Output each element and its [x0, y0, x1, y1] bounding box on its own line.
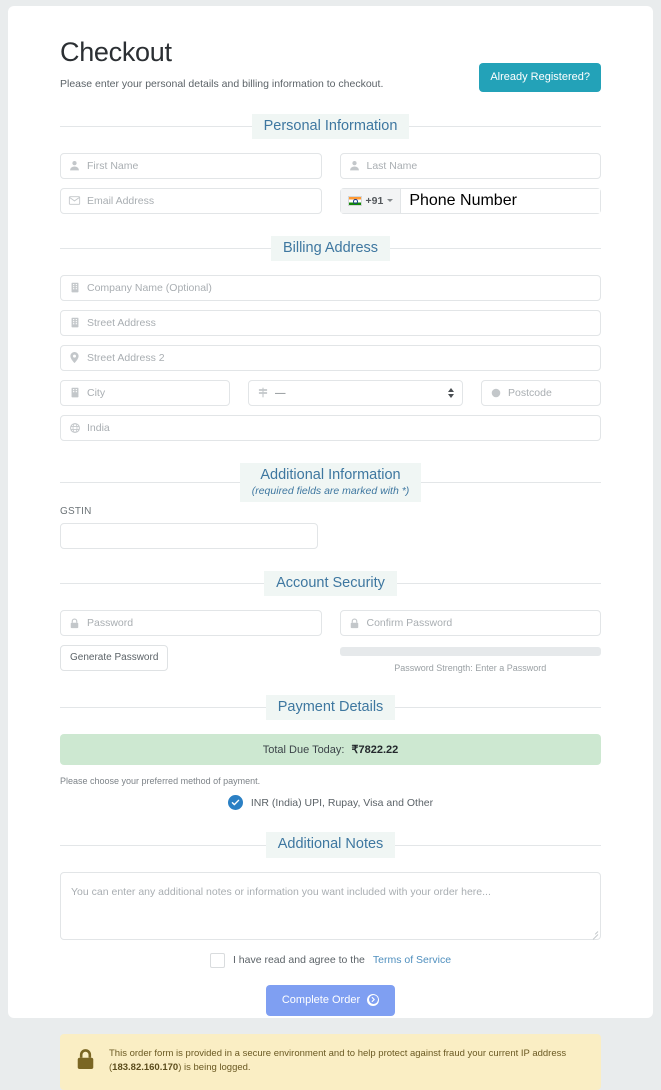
state-select[interactable] — [248, 380, 463, 406]
map-pin-icon — [69, 352, 80, 363]
password-row — [60, 610, 601, 636]
section-header-additional-information — [60, 463, 601, 502]
country-select[interactable] — [60, 415, 601, 441]
street-address-placeholder: Street Address — [87, 316, 156, 329]
divider-line-right — [390, 248, 601, 249]
payment-option-label: INR (India) UPI, Rupay, Visa and Other — [250, 796, 434, 809]
total-due-banner — [60, 734, 601, 765]
country-code-selector[interactable] — [341, 189, 402, 213]
envelope-icon — [69, 195, 80, 206]
select-spinner-icon — [448, 388, 454, 398]
street2-row — [60, 345, 601, 371]
last-name-input[interactable] — [340, 153, 602, 179]
lock-icon — [76, 1047, 95, 1076]
country-row — [60, 415, 601, 441]
street-row — [60, 310, 601, 336]
additional-notes-textarea[interactable] — [60, 872, 601, 940]
company-name-input[interactable] — [60, 275, 601, 301]
password-input[interactable] — [60, 610, 322, 636]
section-label-wrap — [252, 114, 410, 139]
first-name-placeholder: First Name — [87, 159, 139, 172]
country-dial-code: +91 — [365, 194, 384, 207]
gstin-label: GSTIN — [60, 506, 92, 518]
last-name-placeholder: Last Name — [366, 159, 418, 172]
divider-line-left — [60, 248, 271, 249]
section-header-personal-information — [60, 114, 601, 139]
divider-line-left — [60, 583, 264, 584]
street-address-input[interactable] — [60, 310, 601, 336]
payment-method-note: Please choose your preferred method of payment. — [60, 776, 261, 787]
postcode-placeholder: Postcode — [508, 386, 552, 399]
city-icon — [69, 387, 80, 398]
divider-line-left — [60, 845, 266, 846]
first-name-input[interactable] — [60, 153, 322, 179]
header-row — [60, 70, 601, 92]
section-label-wrap — [266, 695, 396, 720]
state-selected-value: — — [275, 386, 286, 399]
lock-icon — [69, 618, 80, 629]
checkout-card — [8, 6, 653, 1074]
building-icon — [69, 282, 80, 293]
submit-row — [60, 985, 601, 1016]
section-header-additional-notes — [60, 832, 601, 857]
divider-line-left — [60, 707, 266, 708]
section-title: Personal Information — [263, 117, 398, 134]
section-label-wrap — [264, 571, 397, 596]
resize-handle-icon[interactable] — [590, 929, 598, 937]
terms-agreement-row — [60, 953, 601, 968]
additional-notes-placeholder: You can enter any additional notes or information you want included with your order here... — [71, 885, 491, 898]
ip-address-value: 183.82.160.170 — [112, 1062, 179, 1074]
password-placeholder: Password — [87, 617, 134, 630]
lock-icon — [349, 618, 360, 629]
password-strength-text: Password Strength: Enter a Password — [394, 663, 547, 674]
city-input[interactable] — [60, 380, 230, 406]
required-fields-note: (required fields are marked with *) — [251, 485, 410, 498]
signpost-icon — [257, 387, 268, 398]
country-value: India — [87, 421, 110, 434]
terms-text: I have read and agree to the — [232, 954, 365, 967]
section-title: Account Security — [276, 575, 385, 592]
street-address-2-placeholder: Street Address 2 — [87, 351, 165, 364]
already-registered-button[interactable]: Already Registered? — [479, 63, 601, 92]
secure-notice-text-after: ) is being logged. — [178, 1062, 251, 1074]
gstin-group — [60, 506, 601, 549]
section-title: Payment Details — [277, 699, 384, 716]
globe-icon — [69, 422, 80, 433]
section-title: Billing Address — [282, 239, 379, 256]
city-state-postcode-row — [60, 380, 601, 406]
section-title: Additional Notes — [277, 836, 384, 853]
india-flag-icon — [348, 196, 362, 206]
user-icon — [349, 160, 360, 171]
street-address-2-input[interactable] — [60, 345, 601, 371]
company-row — [60, 275, 601, 301]
section-header-account-security — [60, 571, 601, 596]
secure-notice-text-before: This order form is provided in a secure environment and to help protect against fraud your current IP address ( — [109, 1047, 567, 1074]
total-due-amount: ₹7822.22 — [351, 744, 399, 757]
phone-input-group[interactable] — [340, 188, 602, 214]
divider-line-left — [60, 126, 252, 127]
page-subtitle: Please enter your personal details and billing information to checkout. — [60, 77, 384, 90]
divider-line-right — [409, 126, 601, 127]
terms-of-service-link[interactable]: Terms of Service — [372, 954, 452, 967]
chevron-down-icon — [387, 199, 393, 202]
section-label-wrap — [240, 463, 422, 502]
password-strength-group — [340, 645, 602, 673]
complete-order-label: Complete Order — [281, 993, 361, 1006]
postcode-input[interactable] — [481, 380, 601, 406]
arrow-right-icon — [367, 994, 379, 1006]
total-due-label: Total Due Today: — [262, 743, 345, 756]
secure-environment-notice — [60, 1034, 601, 1090]
building-icon — [69, 317, 80, 328]
page-title: Checkout — [60, 37, 172, 67]
section-label-wrap — [271, 236, 390, 261]
generate-password-button[interactable]: Generate Password — [60, 645, 168, 671]
phone-number-input[interactable] — [401, 189, 600, 213]
email-phone-row — [60, 188, 601, 214]
payment-option-inr[interactable] — [60, 795, 601, 810]
postcode-icon — [490, 387, 501, 398]
terms-checkbox[interactable] — [210, 953, 225, 968]
divider-line-right — [395, 845, 601, 846]
divider-line-left — [60, 482, 240, 483]
divider-line-right — [395, 707, 601, 708]
password-tools-row — [60, 645, 601, 673]
email-placeholder: Email Address — [87, 194, 155, 207]
section-title: Additional Information — [260, 466, 401, 483]
section-header-billing-address — [60, 236, 601, 261]
gstin-input[interactable] — [60, 523, 318, 549]
company-placeholder: Company Name (Optional) — [87, 281, 212, 294]
user-icon — [69, 160, 80, 171]
city-placeholder: City — [87, 386, 106, 399]
confirm-password-input[interactable] — [340, 610, 602, 636]
complete-order-button[interactable] — [266, 985, 395, 1016]
secure-notice-text — [109, 1047, 585, 1076]
divider-line-right — [397, 583, 601, 584]
name-row — [60, 153, 601, 179]
email-input[interactable] — [60, 188, 322, 214]
divider-line-right — [421, 482, 601, 483]
phone-placeholder: Phone Number — [409, 191, 517, 209]
check-circle-icon — [228, 795, 243, 810]
password-strength-bar — [340, 647, 602, 656]
section-label-wrap — [266, 832, 396, 857]
section-header-payment-details — [60, 695, 601, 720]
confirm-password-placeholder: Confirm Password — [366, 617, 453, 630]
